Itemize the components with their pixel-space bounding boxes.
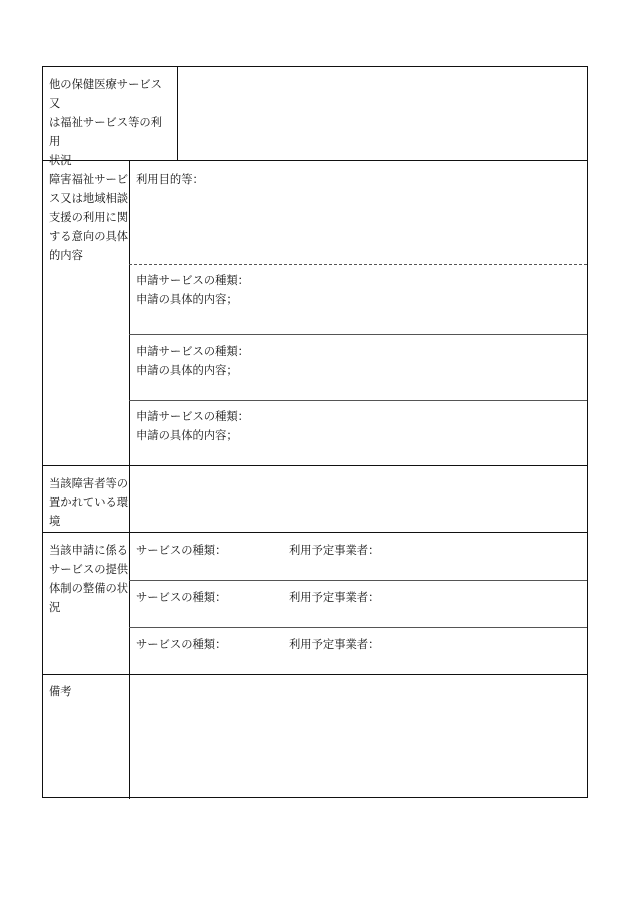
- label-line: 当該障害者等の: [49, 477, 129, 490]
- application-form-table: [42, 66, 588, 798]
- label-line: 境: [49, 515, 61, 528]
- label-line: 障害福祉サービ: [49, 173, 129, 186]
- planned-provider-label: 利用予定事業者：: [289, 591, 380, 604]
- label-line: は福祉サービス等の利用: [49, 116, 162, 148]
- purpose-label: 利用目的等：: [136, 173, 204, 186]
- row-divider: [43, 532, 587, 533]
- label-line: 置かれている環: [49, 496, 129, 509]
- request-type-label: 申請サービスの種類：: [136, 274, 249, 287]
- remarks-label: [49, 682, 129, 701]
- provision-divider: [129, 627, 587, 628]
- row-divider: [43, 674, 587, 675]
- label-line: する意向の具体: [49, 230, 129, 243]
- label-line: 況: [49, 601, 61, 614]
- column-divider: [177, 67, 178, 160]
- request-type-label: 申請サービスの種類：: [136, 410, 249, 423]
- planned-provider-label: 利用予定事業者：: [289, 638, 380, 651]
- label-line: 他の保健医療サービス又: [49, 78, 162, 110]
- column-divider: [129, 160, 130, 799]
- environment-field[interactable]: [131, 467, 585, 529]
- label-line: ス又は地域相談: [49, 192, 129, 205]
- request-detail-label: 申請の具体的内容；: [136, 429, 238, 442]
- purpose-divider: [129, 264, 587, 265]
- label-line: 体制の整備の状: [49, 582, 129, 595]
- intention-label: [49, 170, 129, 265]
- provision-divider: [129, 580, 587, 581]
- request-divider: [129, 400, 587, 401]
- request-type-label: 申請サービスの種類：: [136, 345, 249, 358]
- remarks-field[interactable]: [131, 676, 585, 794]
- other-services-label: [49, 75, 173, 170]
- request-detail-label: 申請の具体的内容；: [136, 293, 238, 306]
- label-line: 備考: [49, 685, 72, 698]
- label-line: サービスの提供: [49, 563, 129, 576]
- label-line: 支援の利用に関: [49, 211, 129, 224]
- service-type-label: サービスの種類：: [136, 591, 227, 604]
- planned-provider-label: 利用予定事業者：: [289, 544, 380, 557]
- label-line: 当該申請に係る: [49, 544, 129, 557]
- other-services-field[interactable]: [179, 69, 585, 157]
- service-type-label: サービスの種類：: [136, 544, 227, 557]
- request-detail-label: 申請の具体的内容；: [136, 364, 238, 377]
- request-divider: [129, 334, 587, 335]
- environment-label: [49, 474, 129, 531]
- label-line: 状況: [49, 154, 72, 167]
- service-type-label: サービスの種類：: [136, 638, 227, 651]
- provision-label: [49, 541, 129, 617]
- label-line: 的内容: [49, 249, 83, 262]
- row-divider: [43, 465, 587, 466]
